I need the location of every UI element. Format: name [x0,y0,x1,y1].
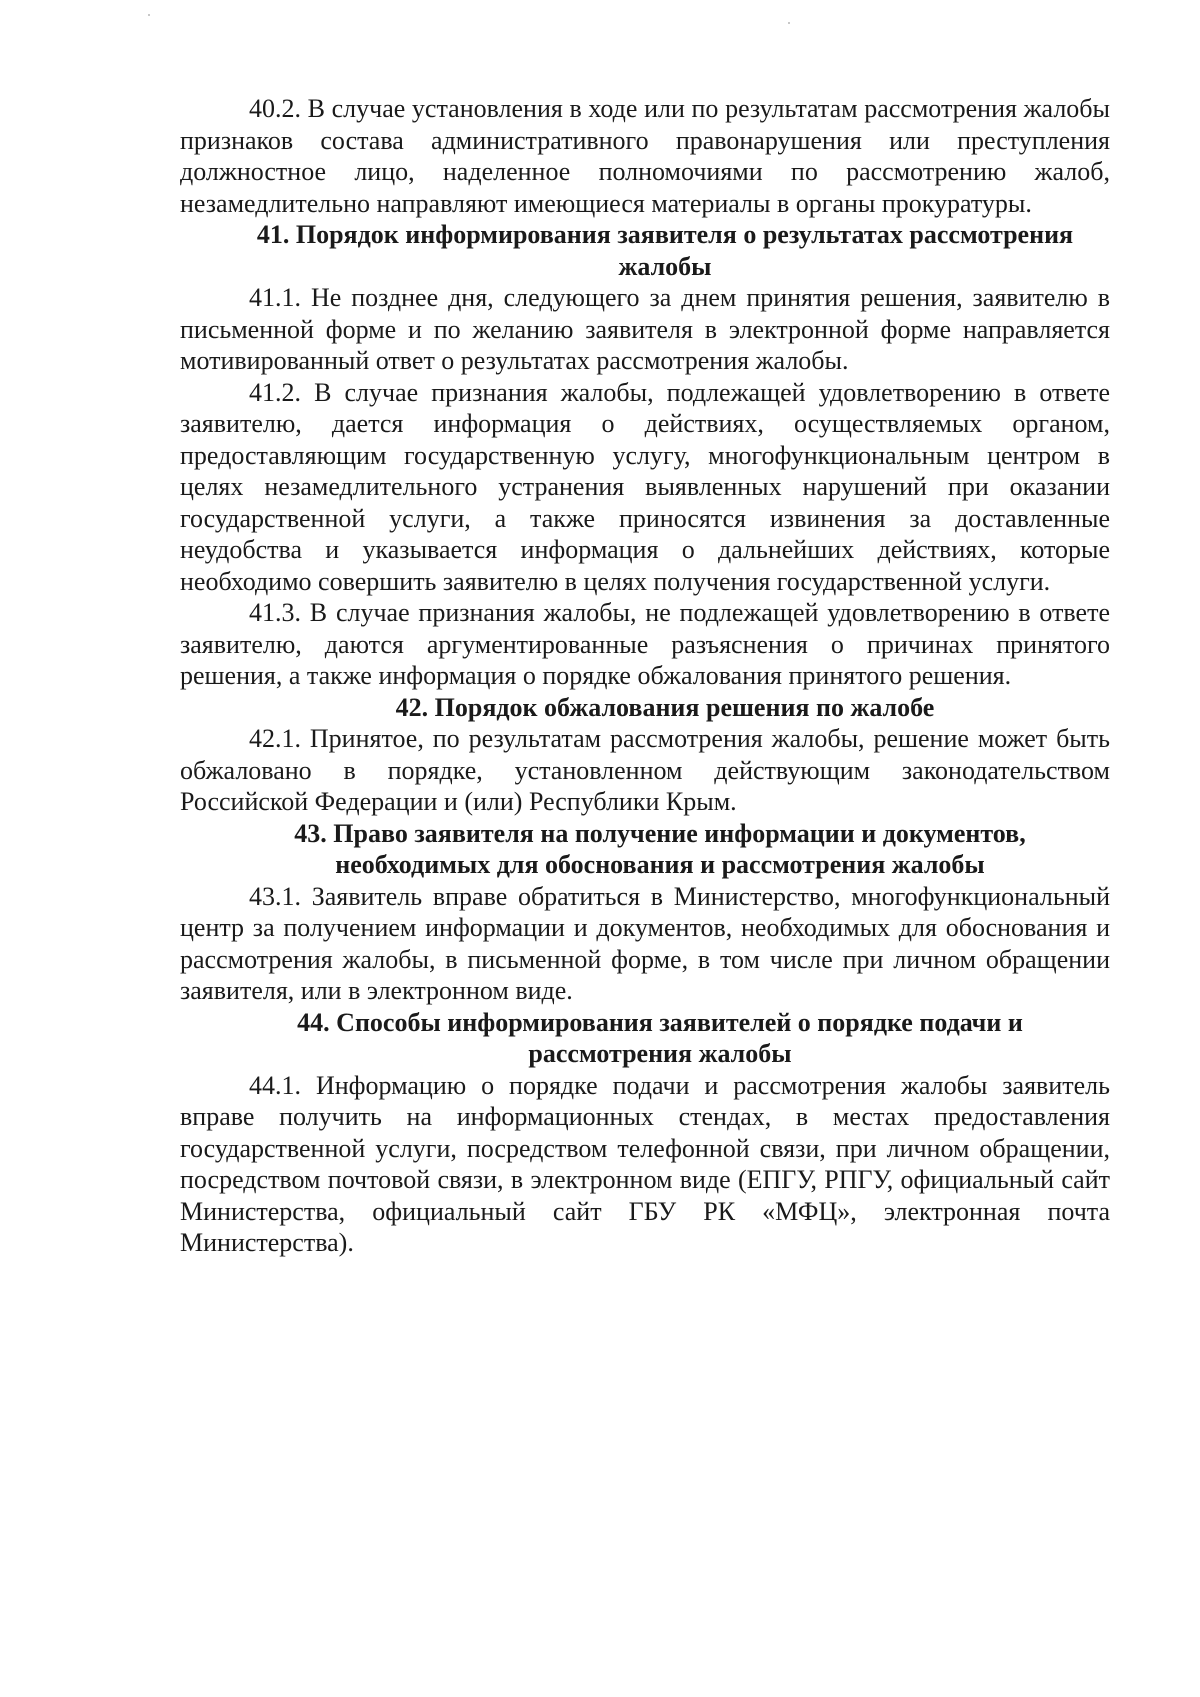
paragraph-43-1: 43.1. Заявитель вправе обратиться в Министерство, многофункциональный центр за получением информации и документов, необходимых для обоснования и рассмотрения жалобы, в письменной форме, в том числе при личном обращении заявителя, или в электронном виде. [180,881,1110,1005]
paragraph-44-1: 44.1. Информацию о порядке подачи и рассмотрения жалобы заявитель вправе получить на информационных стендах, в местах предоставления государственной услуги, посредством телефонной связи, при личном обращении, посредством почтовой связи, в электронном виде (ЕПГУ, РПГУ, официальный сайт Министерства, официальный сайт ГБУ РК «МФЦ», электронная почта Министерства). [180,1070,1110,1257]
paragraph-41-1: 41.1. Не позднее дня, следующего за днем принятия решения, заявителю в письменной форме и по желанию заявителя в электронной форме направляется мотивированный ответ о результатах рассмотрения жалобы. [180,283,1110,375]
paragraph-40-2: 40.2. В случае установления в ходе или по результатам рассмотрения жалобы признаков состава административного правонарушения или преступления должностное лицо, наделенное полномочиями по рассмотрению жалоб, незамедлительно направляют имеющиеся материалы в органы прокуратуры. [180,94,1110,218]
paragraph-41-2: 41.2. В случае признания жалобы, подлежащей удовлетворению в ответе заявителю, дается информация о действиях, осуществляемых органом, предоставляющим государственную услугу, многофункциональным центром в целях незамедлительного устранения выявленных нарушений при оказании государственной услуги, а также приносятся извинения за доставленные неудобства и указывается информация о дальнейших действиях, которые необходимо совершить заявителю в целях получения государственной услуги. [180,377,1110,596]
section-heading-43: 43. Право заявителя на получение информации и документов, необходимых для обоснования и рассмотрения жалобы [294,818,1026,879]
paragraph-42-1: 42.1. Принятое, по результатам рассмотрения жалобы, решение может быть обжаловано в порядке, установленном действующим законодательством Российской Федерации и (или) Республики Крым. [180,724,1110,816]
paragraph-41-3: 41.3. В случае признания жалобы, не подлежащей удовлетворению в ответе заявителю, даются аргументированные разъяснения о причинах принятого решения, а также информация о порядке обжалования принятого решения. [180,598,1110,690]
scan-artifact-mark [788,22,790,24]
document-body [180,93,1110,1259]
section-heading-41: 41. Порядок информирования заявителя о результатах рассмотрения жалобы [256,220,1074,281]
scan-artifact-mark [148,14,150,16]
section-heading-42: 42. Порядок обжалования решения по жалобе [395,692,935,722]
section-heading-44: 44. Способы информирования заявителей о порядке подачи и рассмотрения жалобы [297,1007,1023,1068]
